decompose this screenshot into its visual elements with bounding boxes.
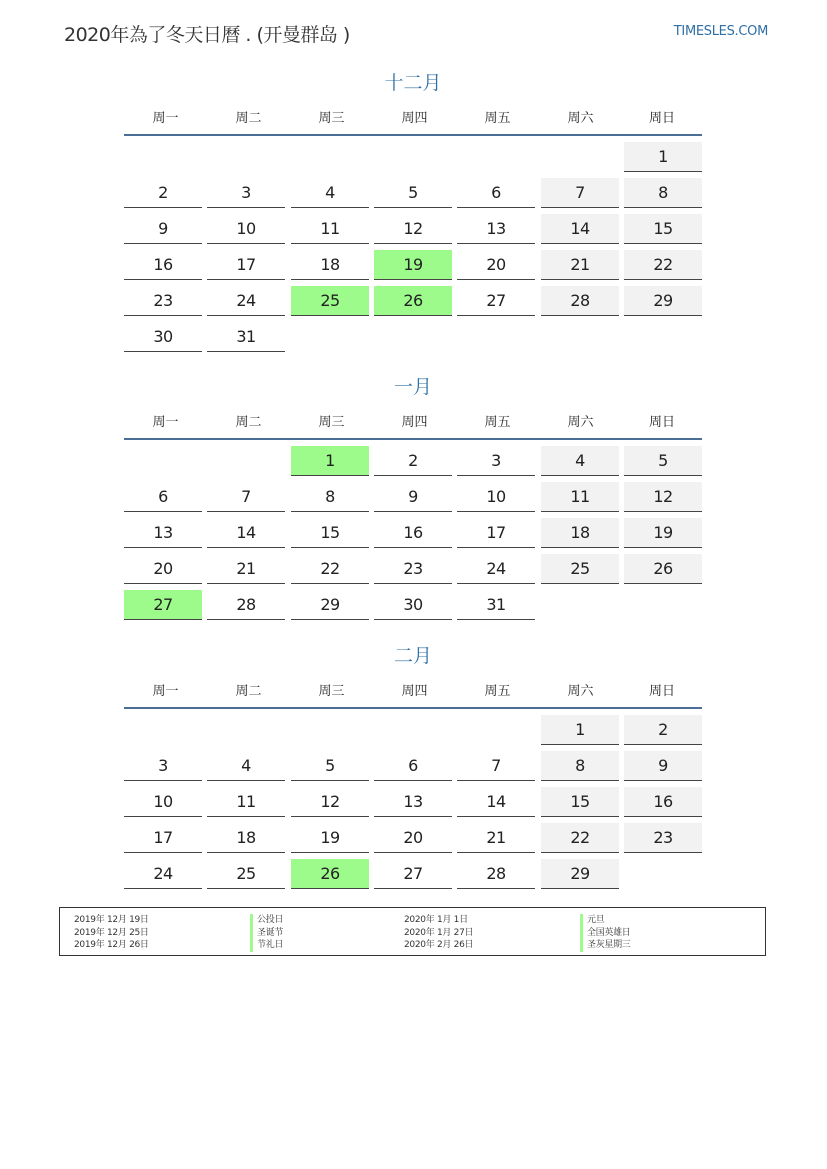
day-cell: 6 (457, 178, 535, 208)
legend-holiday-name: 圣诞节 (250, 927, 283, 940)
weekday-label: 周二 (235, 110, 262, 126)
weekday-header (124, 98, 702, 136)
day-cell: 7 (541, 178, 619, 208)
holiday-legend (59, 907, 766, 956)
weekday-label: 周六 (567, 683, 594, 699)
weekday-label: 周五 (484, 414, 511, 430)
day-cell: 22 (541, 823, 619, 853)
day-cell: 17 (124, 823, 202, 853)
day-cell: 31 (457, 590, 535, 620)
day-cell: 12 (374, 214, 452, 244)
day-cell: 23 (124, 286, 202, 316)
day-cell: 4 (207, 751, 285, 781)
day-cell: 4 (291, 178, 369, 208)
legend-dates-2020 (404, 914, 473, 952)
day-cell: 9 (124, 214, 202, 244)
weekday-label: 周日 (648, 683, 675, 699)
holiday-day-cell: 27 (124, 590, 202, 620)
day-cell: 14 (457, 787, 535, 817)
day-cell: 1 (624, 142, 702, 172)
day-cell: 23 (374, 554, 452, 584)
weekday-label: 周三 (318, 110, 345, 126)
day-cell: 2 (374, 446, 452, 476)
day-cell: 20 (124, 554, 202, 584)
day-cell: 15 (541, 787, 619, 817)
day-cell: 15 (291, 518, 369, 548)
day-cell: 17 (457, 518, 535, 548)
day-cell: 5 (291, 751, 369, 781)
day-cell: 16 (124, 250, 202, 280)
page-title: 2020年為了冬天日曆 . (开曼群岛 ) (64, 24, 350, 46)
day-cell: 12 (291, 787, 369, 817)
day-cell: 6 (374, 751, 452, 781)
day-cell: 11 (541, 482, 619, 512)
day-cell: 14 (207, 518, 285, 548)
day-cell: 17 (207, 250, 285, 280)
day-cell: 18 (291, 250, 369, 280)
day-cell: 16 (374, 518, 452, 548)
weekday-label: 周四 (401, 110, 428, 126)
month-december (124, 68, 702, 386)
legend-holiday-name: 元旦 (580, 914, 631, 927)
day-cell: 31 (207, 322, 285, 352)
day-cell: 9 (374, 482, 452, 512)
day-cell: 9 (624, 751, 702, 781)
day-cell: 21 (457, 823, 535, 853)
legend-date: 2019年 12月 26日 (74, 940, 149, 950)
day-cell: 25 (541, 554, 619, 584)
legend-date: 2020年 2月 26日 (404, 940, 474, 950)
day-cell: 15 (624, 214, 702, 244)
weekday-label: 周一 (152, 683, 179, 699)
weekday-label: 周三 (318, 683, 345, 699)
day-cell: 24 (124, 859, 202, 889)
holiday-day-cell: 26 (291, 859, 369, 889)
day-cell: 30 (374, 590, 452, 620)
weekday-label: 周五 (484, 110, 511, 126)
day-cell: 2 (124, 178, 202, 208)
day-cell: 5 (624, 446, 702, 476)
day-cell: 2 (624, 715, 702, 745)
day-cell: 29 (541, 859, 619, 889)
weekday-header (124, 671, 702, 709)
weekday-label: 周三 (318, 414, 345, 430)
day-cell: 10 (124, 787, 202, 817)
weekday-label: 周六 (567, 110, 594, 126)
day-cell: 7 (207, 482, 285, 512)
day-cell: 6 (124, 482, 202, 512)
day-cell: 21 (207, 554, 285, 584)
weekday-label: 周二 (235, 414, 262, 430)
day-cell: 20 (457, 250, 535, 280)
day-cell: 3 (207, 178, 285, 208)
weekday-label: 周日 (648, 414, 675, 430)
day-cell: 19 (291, 823, 369, 853)
holiday-day-cell: 26 (374, 286, 452, 316)
day-cell: 19 (624, 518, 702, 548)
weekday-label: 周四 (401, 414, 428, 430)
day-cell: 25 (207, 859, 285, 889)
legend-dates-2019 (74, 914, 149, 952)
legend-holiday-name: 公投日 (250, 914, 283, 927)
legend-holiday-name: 节礼日 (250, 939, 283, 952)
month-name: 二月 (393, 645, 432, 667)
weekday-label: 周六 (567, 414, 594, 430)
day-cell: 4 (541, 446, 619, 476)
day-cell: 27 (374, 859, 452, 889)
month-name: 一月 (393, 376, 432, 398)
day-cell: 18 (541, 518, 619, 548)
weekday-label: 周一 (152, 414, 179, 430)
day-cell: 26 (624, 554, 702, 584)
day-cell: 11 (207, 787, 285, 817)
day-cell: 24 (207, 286, 285, 316)
day-cell: 21 (541, 250, 619, 280)
legend-names-2020 (580, 914, 631, 952)
legend-date: 2019年 12月 25日 (74, 927, 149, 938)
legend-names-2019 (250, 914, 283, 952)
day-cell: 30 (124, 322, 202, 352)
day-cell: 18 (207, 823, 285, 853)
day-cell: 10 (457, 482, 535, 512)
day-cell: 12 (624, 482, 702, 512)
legend-holiday-name: 全国英雄日 (580, 927, 631, 940)
weekday-label: 周一 (152, 110, 179, 126)
day-cell: 29 (291, 590, 369, 620)
day-cell: 22 (291, 554, 369, 584)
legend-holiday-name: 圣灰星期三 (580, 939, 631, 952)
day-cell: 23 (624, 823, 702, 853)
day-cell: 28 (541, 286, 619, 316)
day-cell: 5 (374, 178, 452, 208)
holiday-day-cell: 19 (374, 250, 452, 280)
day-cell: 27 (457, 286, 535, 316)
day-cell: 3 (457, 446, 535, 476)
day-cell: 13 (374, 787, 452, 817)
weekday-header (124, 402, 702, 440)
day-cell: 16 (624, 787, 702, 817)
day-cell: 24 (457, 554, 535, 584)
day-cell: 8 (541, 751, 619, 781)
weekday-label: 周四 (401, 683, 428, 699)
holiday-day-cell: 1 (291, 446, 369, 476)
month-name: 十二月 (384, 72, 442, 94)
site-link[interactable]: TIMESLES.COM (673, 24, 768, 39)
day-cell: 13 (124, 518, 202, 548)
weekday-label: 周五 (484, 683, 511, 699)
day-cell: 7 (457, 751, 535, 781)
day-cell: 1 (541, 715, 619, 745)
day-cell: 8 (624, 178, 702, 208)
day-cell: 13 (457, 214, 535, 244)
day-cell: 28 (207, 590, 285, 620)
day-cell: 14 (541, 214, 619, 244)
day-cell: 29 (624, 286, 702, 316)
day-cell: 8 (291, 482, 369, 512)
legend-date: 2019年 12月 19日 (74, 915, 149, 925)
day-cell: 28 (457, 859, 535, 889)
day-cell: 11 (291, 214, 369, 244)
day-cell: 10 (207, 214, 285, 244)
holiday-day-cell: 25 (291, 286, 369, 316)
day-cell: 22 (624, 250, 702, 280)
day-cell: 20 (374, 823, 452, 853)
legend-date: 2020年 1月 1日 (404, 915, 468, 925)
weekday-label: 周日 (648, 110, 675, 126)
day-grid (124, 136, 702, 386)
legend-date: 2020年 1月 27日 (404, 927, 474, 938)
day-cell: 3 (124, 751, 202, 781)
weekday-label: 周二 (235, 683, 262, 699)
